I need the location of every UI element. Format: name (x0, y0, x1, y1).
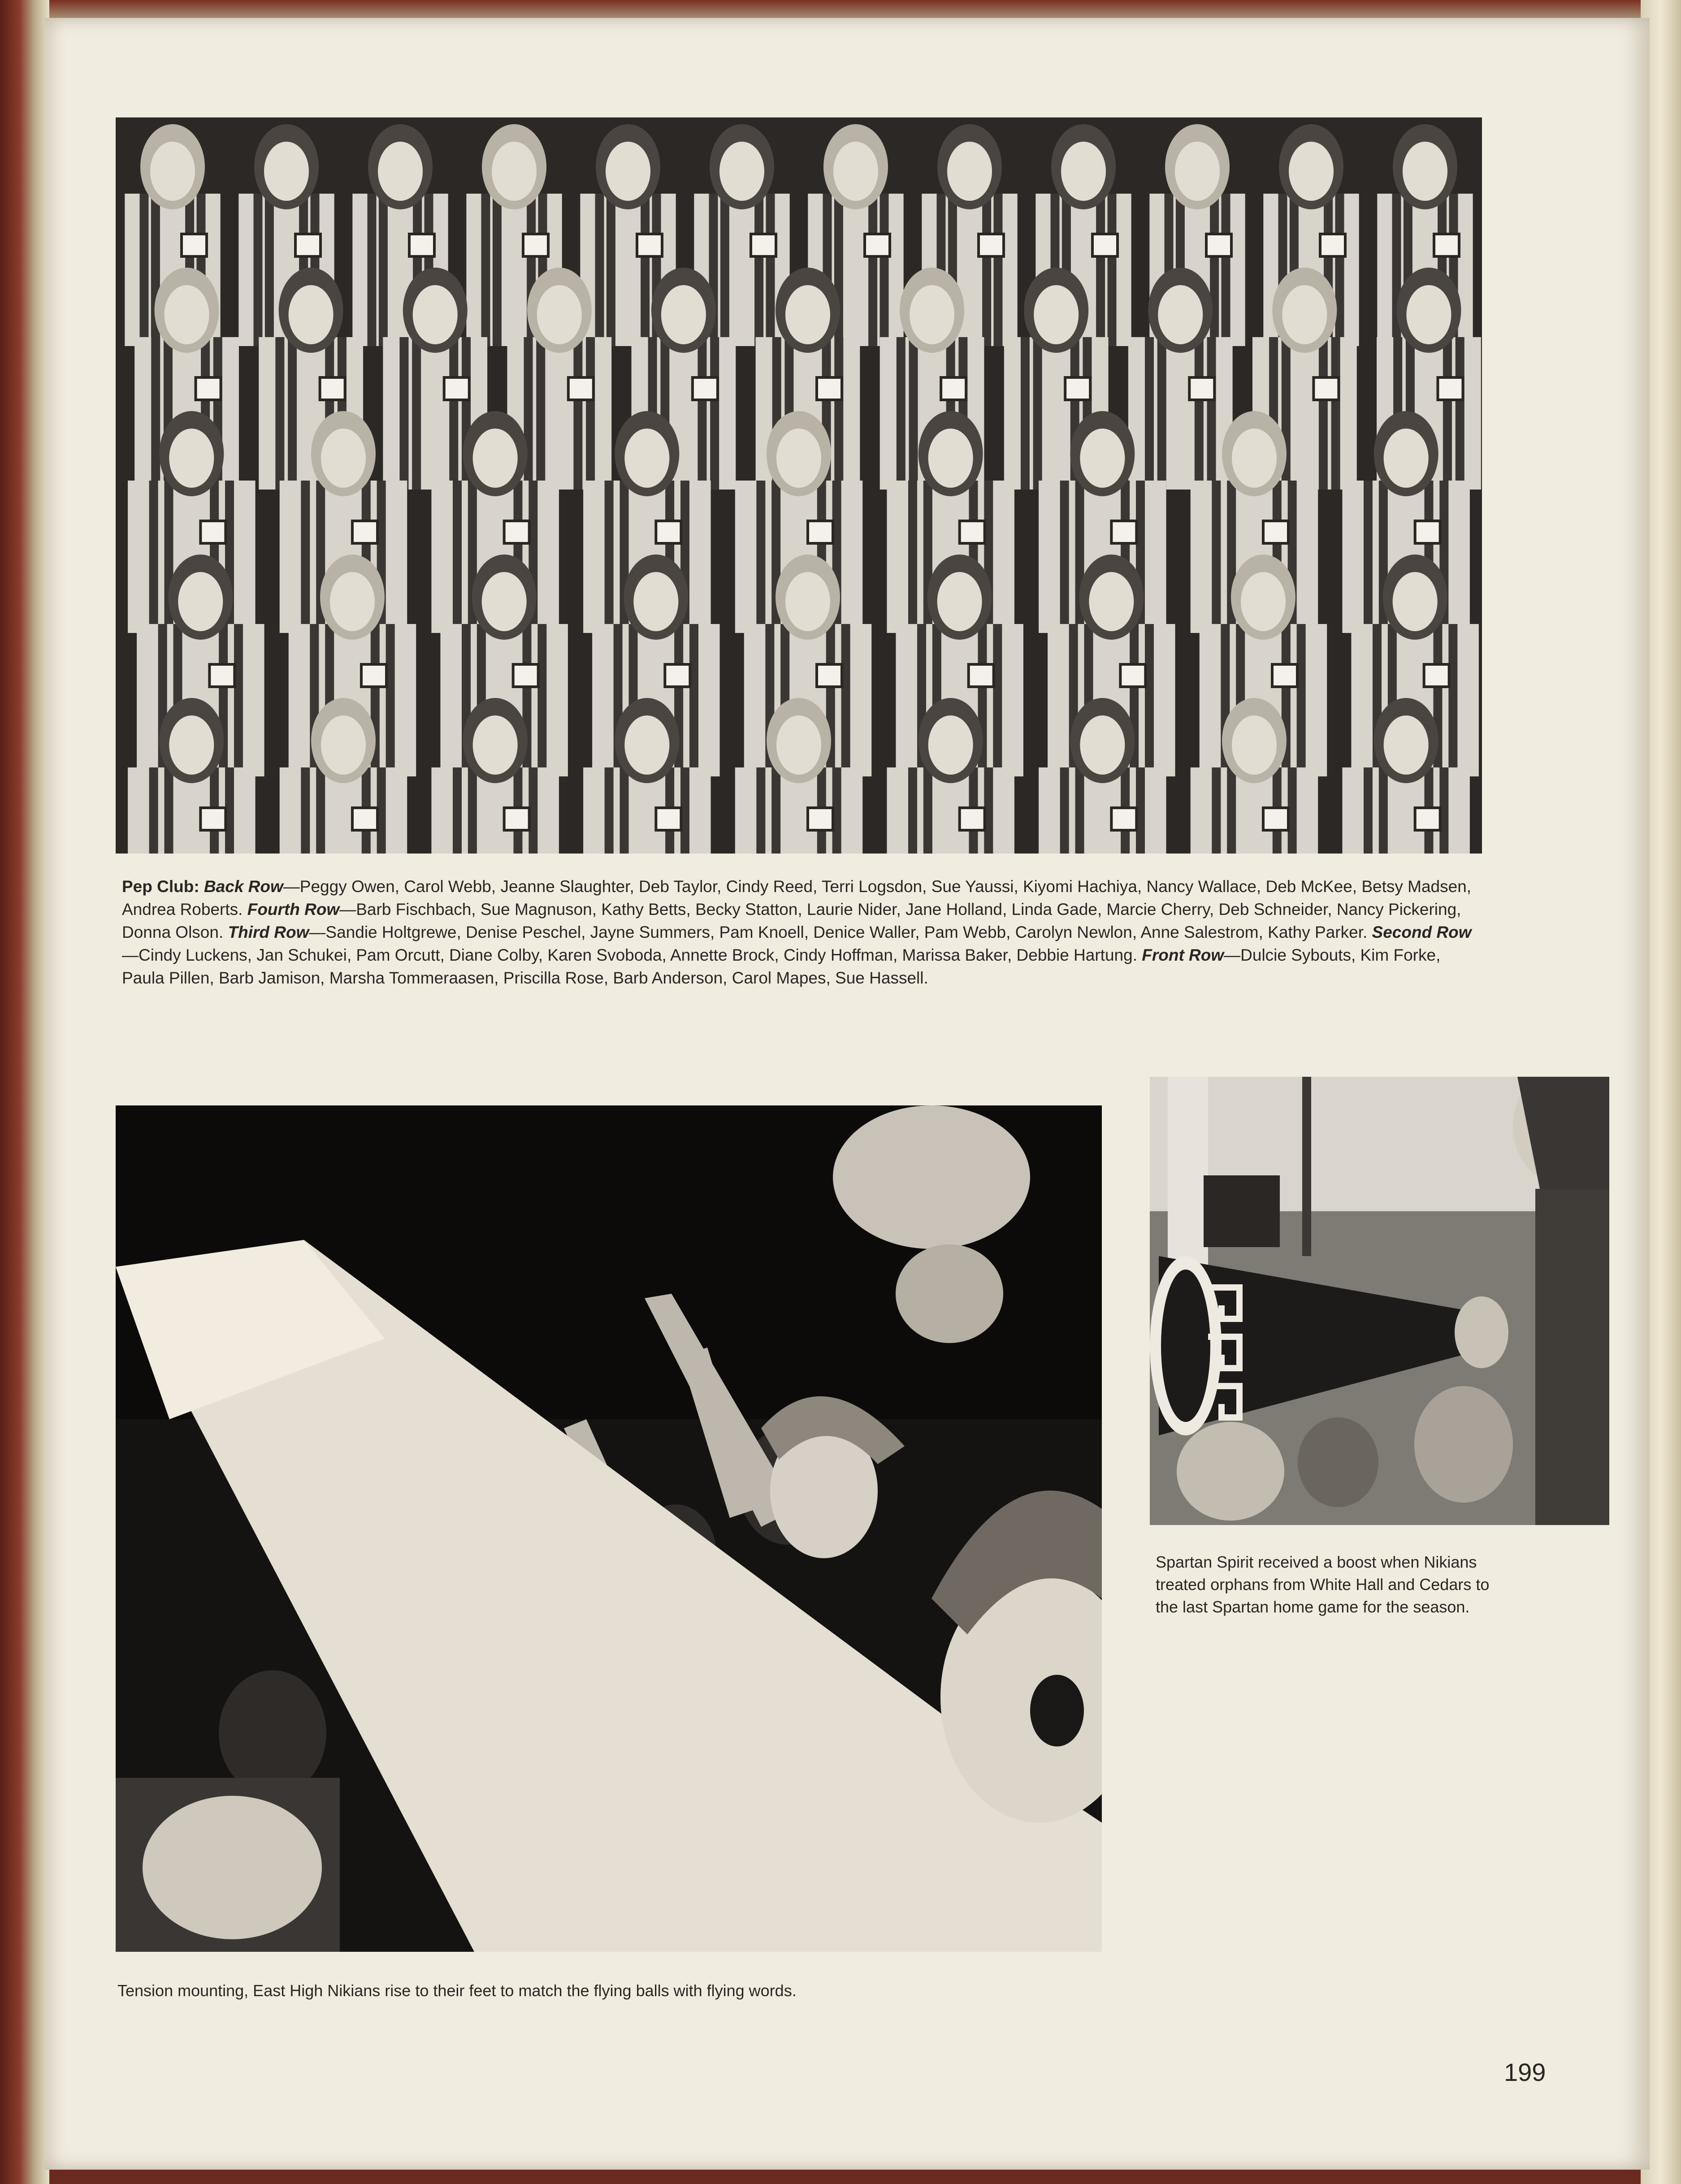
third-row-names: —Sandie Holtgrewe, Denise Peschel, Jayne Summers, Pam Knoell, Denice Waller, Pam Webb, Carolyn Newlon, Anne Salestrom, Kathy Parker. (309, 923, 1368, 941)
megaphone-photo (1150, 1077, 1609, 1525)
fourth-row-names: —Barb Fischbach, Sue Magnuson, Kathy Betts, Becky Statton, Laurie Nider, Jane Holland, Linda Gade, Marcie Cherry, Deb Schneider, Nancy Pickering, Donna Olson. (122, 900, 1461, 941)
book-binding (0, 0, 49, 2184)
megaphone-caption: Spartan Spirit received a boost when Nikians treated orphans from White Hall and Cedars to the last Spartan home game for the season. (1156, 1553, 1490, 1616)
pep-club-photo-art (116, 117, 1482, 854)
book-top-edge (0, 0, 1681, 18)
crowd-caption: Tension mounting, East High Nikians rise to their feet to match the flying balls with flying words. (117, 1981, 797, 2000)
pep-club-photo (116, 117, 1482, 854)
back-row-label: Back Row (204, 877, 283, 896)
second-row-names: —Cindy Luckens, Jan Schukei, Pam Orcutt, Diane Colby, Karen Svoboda, Annette Brock, Cindy Hoffman, Marissa Baker, Debbie Hartung. (122, 946, 1137, 964)
fourth-row-label: Fourth Row (247, 900, 340, 919)
third-row-label: Third Row (228, 923, 309, 941)
crowd-photo-art (116, 1105, 1102, 1952)
megaphone-photo-art (1150, 1077, 1609, 1525)
front-row-label: Front Row (1142, 946, 1224, 964)
front-row-names: —Dulcie Sybouts, Kim Forke, Paula Pillen, Barb Jamison, Marsha Tommeraasen, Priscilla Rose, Barb Anderson, Carol Mapes, Sue Hassell. (122, 946, 1441, 987)
pep-club-title: Pep Club: (122, 877, 199, 896)
pep-club-caption (122, 875, 1476, 989)
back-row-names: —Peggy Owen, Carol Webb, Jeanne Slaughter, Deb Taylor, Cindy Reed, Terri Logsdon, Sue Yaussi, Kiyomi Hachiya, Nancy Wallace, Deb McKee, Betsy Madsen, Andrea Roberts. (122, 877, 1472, 919)
second-row-label: Second Row (1372, 923, 1472, 941)
page-number: 199 (1504, 2058, 1546, 2086)
crowd-photo (116, 1105, 1102, 1952)
